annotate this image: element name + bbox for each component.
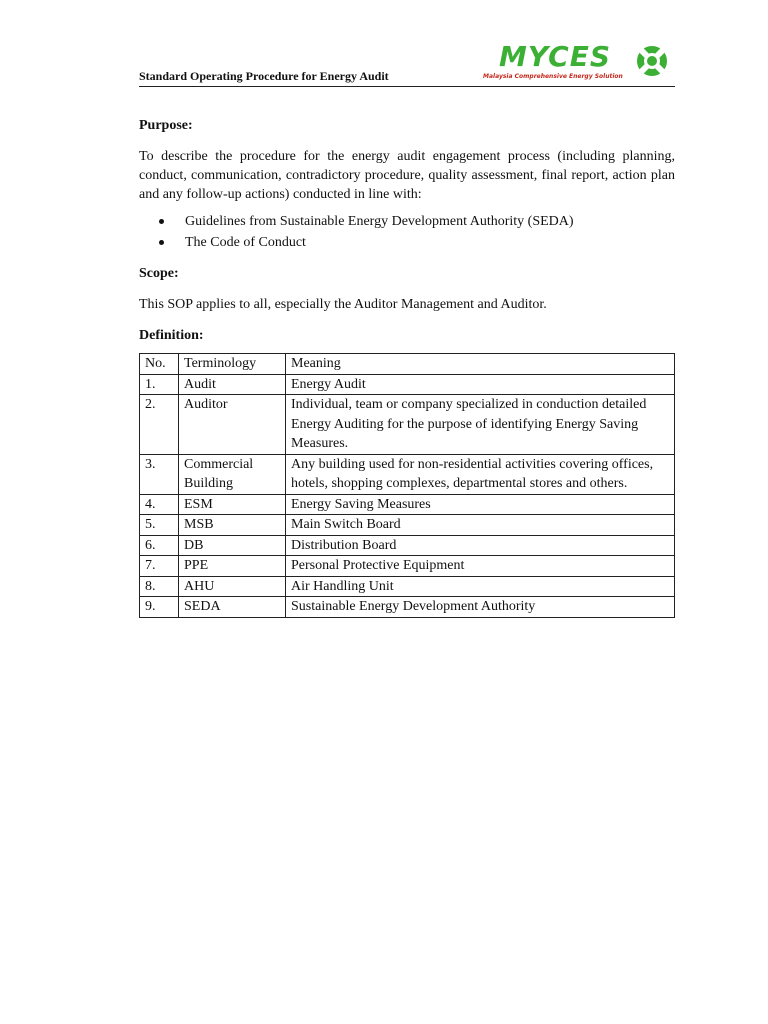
table-row	[140, 454, 675, 494]
table-header-row	[140, 354, 675, 375]
cell-meaning: Air Handling Unit	[286, 576, 675, 597]
bullet-item	[139, 233, 675, 252]
page-header	[139, 38, 675, 87]
table-row	[140, 515, 675, 536]
cell-meaning: Personal Protective Equipment	[286, 556, 675, 577]
cell-term: ESM	[179, 494, 286, 515]
cell-meaning: Main Switch Board	[286, 515, 675, 536]
scope-text: This SOP applies to all, especially the Auditor Management and Auditor.	[139, 297, 547, 312]
cell-term: MSB	[179, 515, 286, 536]
myces-logo	[459, 42, 669, 84]
cell-term: Auditor	[179, 395, 286, 455]
definition-table	[139, 353, 675, 618]
definition-heading: Definition:	[139, 328, 204, 343]
cell-no: 3.	[140, 454, 179, 494]
cell-meaning: Energy Audit	[286, 374, 675, 395]
cell-term: SEDA	[179, 597, 286, 618]
bullet-text: The Code of Conduct	[185, 235, 306, 250]
table-row	[140, 576, 675, 597]
table-row	[140, 374, 675, 395]
cell-no: 6.	[140, 535, 179, 556]
cell-term: AHU	[179, 576, 286, 597]
cell-no: 8.	[140, 576, 179, 597]
column-header-no: No.	[140, 354, 179, 375]
column-header-meaning: Meaning	[286, 354, 675, 375]
document-body	[139, 116, 675, 618]
bullet-dot-icon	[159, 240, 164, 245]
cell-no: 2.	[140, 395, 179, 455]
table-row	[140, 395, 675, 455]
cell-no: 4.	[140, 494, 179, 515]
cell-term: PPE	[179, 556, 286, 577]
cell-no: 1.	[140, 374, 179, 395]
logo-tagline: Malaysia Comprehensive Energy Solution	[483, 73, 623, 80]
cell-meaning: Sustainable Energy Development Authority	[286, 597, 675, 618]
header-title: Standard Operating Procedure for Energy Audit	[139, 69, 389, 83]
bullet-dot-icon	[159, 219, 164, 224]
cell-meaning: Energy Saving Measures	[286, 494, 675, 515]
scope-heading: Scope:	[139, 266, 179, 281]
table-row	[140, 494, 675, 515]
purpose-text: To describe the procedure for the energy audit engagement process (including planning, conduct, communication, contradictory procedure, quality assessment, final report, action plan and any follow-up actions) conducted in line with:	[139, 149, 675, 202]
cell-no: 7.	[140, 556, 179, 577]
cell-term: DB	[179, 535, 286, 556]
table-row	[140, 597, 675, 618]
column-header-terminology: Terminology	[179, 354, 286, 375]
purpose-heading: Purpose:	[139, 118, 193, 133]
purpose-bullet-list	[139, 212, 675, 252]
logo-wordmark: MYCES	[499, 40, 611, 73]
table-row	[140, 535, 675, 556]
logo-emblem-icon	[635, 44, 669, 78]
bullet-text: Guidelines from Sustainable Energy Development Authority (SEDA)	[185, 214, 574, 229]
table-row	[140, 556, 675, 577]
cell-meaning: Individual, team or company specialized in conduction detailed Energy Auditing for the purpose of identifying Energy Saving Measures.	[286, 395, 675, 455]
cell-no: 5.	[140, 515, 179, 536]
cell-meaning: Distribution Board	[286, 535, 675, 556]
cell-term: Commercial Building	[179, 454, 286, 494]
bullet-item	[139, 212, 675, 231]
cell-meaning: Any building used for non-residential activities covering offices, hotels, shopping complexes, departmental stores and others.	[286, 454, 675, 494]
cell-no: 9.	[140, 597, 179, 618]
cell-term: Audit	[179, 374, 286, 395]
